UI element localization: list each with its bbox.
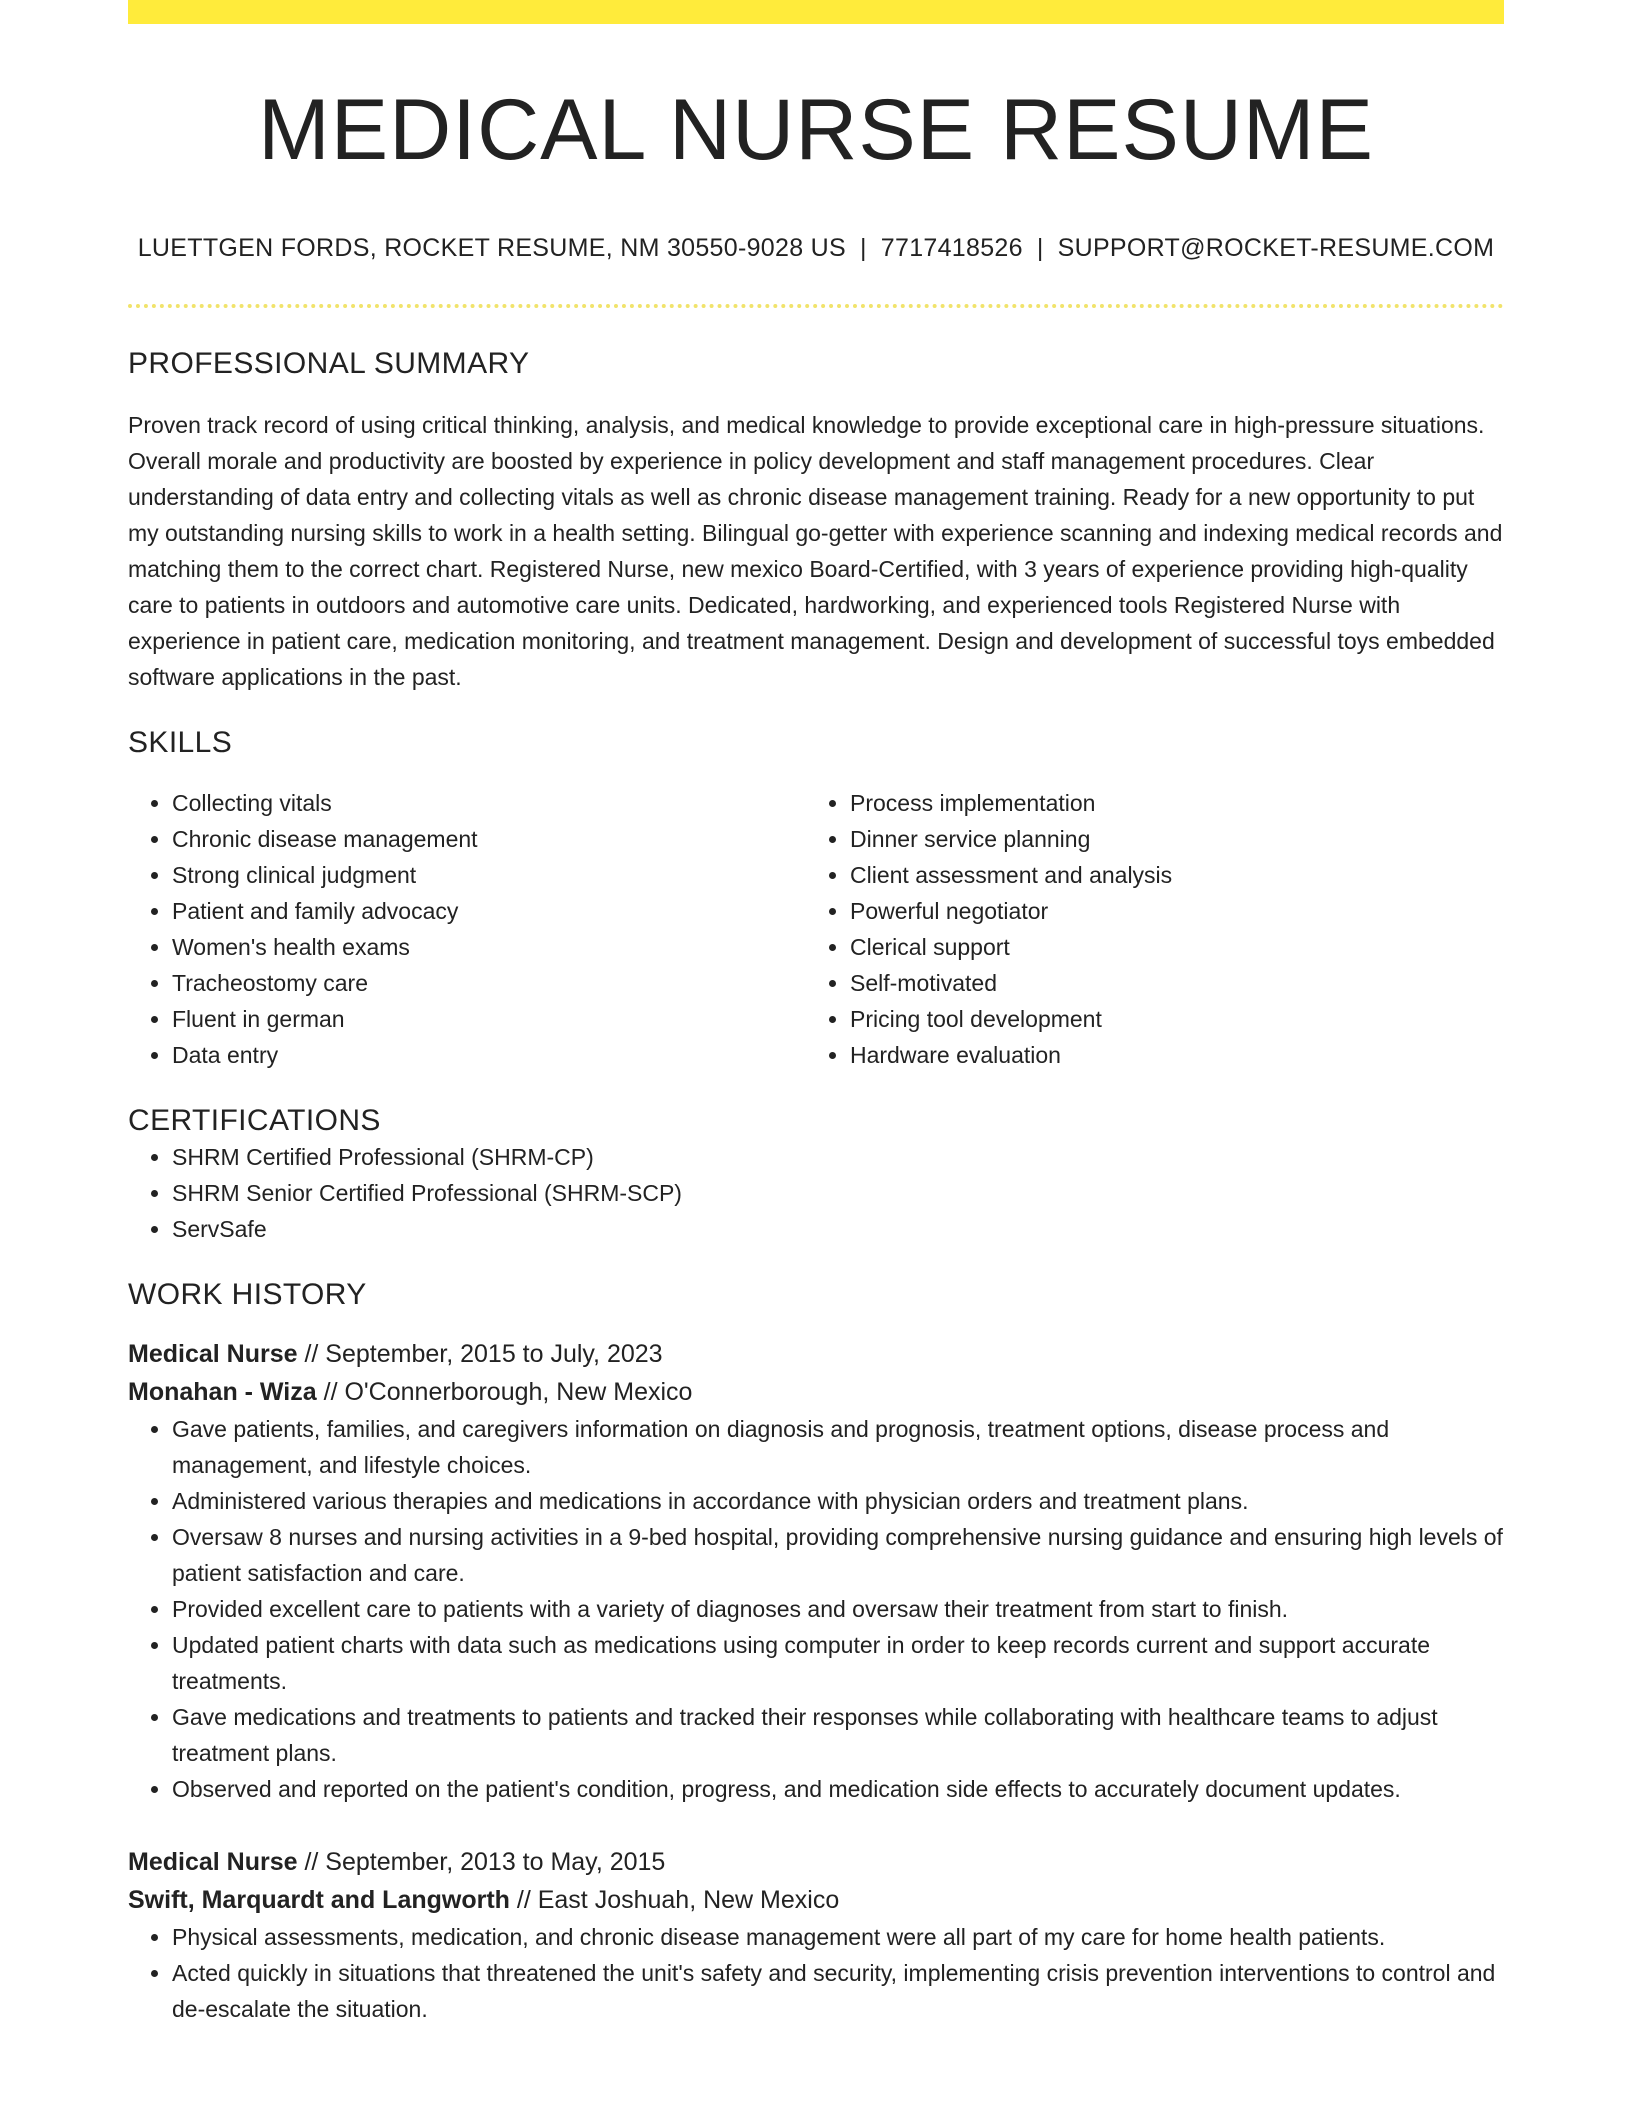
- skills-heading: SKILLS: [128, 726, 233, 759]
- contact-email: SUPPORT@ROCKET-RESUME.COM: [1057, 234, 1495, 262]
- certification-item: • SHRM Senior Certified Professional (SHRM-SCP): [172, 1175, 1504, 1211]
- skill-item: • Fluent in german: [172, 1001, 806, 1037]
- job-company: Swift, Marquardt and Langworth: [128, 1886, 510, 1914]
- skill-item: • Tracheostomy care: [172, 965, 806, 1001]
- contact-phone: 7717418526: [880, 234, 1023, 262]
- skill-item: • Powerful negotiator: [850, 893, 1484, 929]
- skill-item: • Process implementation: [850, 785, 1484, 821]
- contact-address: LUETTGEN FORDS, ROCKET RESUME, NM 30550-9028 US: [137, 234, 846, 262]
- job-bullet: • Updated patient charts with data such as medications using computer in order to keep records current and support accurate treatments.: [172, 1627, 1504, 1699]
- summary-heading: PROFESSIONAL SUMMARY: [128, 347, 530, 380]
- job-bullet: • Gave medications and treatments to patients and tracked their responses while collaborating with healthcare teams to adjust treatment plans.: [172, 1699, 1504, 1771]
- skill-item: • Strong clinical judgment: [172, 857, 806, 893]
- job-bullet: • Provided excellent care to patients with a variety of diagnoses and oversaw their treatment from start to finish.: [172, 1591, 1504, 1627]
- certification-item: • ServSafe: [172, 1211, 1504, 1247]
- job-dates: // September, 2015 to July, 2023: [297, 1340, 663, 1368]
- contact-separator: |: [1036, 234, 1044, 262]
- skills-list-left: [128, 785, 806, 1073]
- job-bullet-list: [128, 1411, 1504, 1807]
- work-history-heading: WORK HISTORY: [128, 1278, 367, 1311]
- job-company-line: [128, 1881, 1504, 1919]
- job-bullet: • Observed and reported on the patient's condition, progress, and medication side effects to accurately document updates.: [172, 1771, 1504, 1807]
- resume-content: [128, 0, 1504, 2027]
- skills-grid: [128, 785, 1504, 1073]
- job-bullet-list: [128, 1919, 1504, 2027]
- job-bullet: • Acted quickly in situations that threatened the unit's safety and security, implementing crisis prevention interventions to control and de-escalate the situation.: [172, 1955, 1504, 2027]
- certifications-list: [128, 1139, 1504, 1247]
- job-location: // East Joshuah, New Mexico: [509, 1886, 840, 1914]
- job-bullet: • Administered various therapies and medications in accordance with physician orders and treatment plans.: [172, 1483, 1504, 1519]
- resume-title: MEDICAL NURSE RESUME: [258, 82, 1374, 178]
- job-bullet: • Gave patients, families, and caregivers information on diagnosis and prognosis, treatment options, disease process and management, and lifestyle choices.: [172, 1411, 1504, 1483]
- job-location: // O'Connerborough, New Mexico: [316, 1378, 693, 1406]
- skill-item: • Data entry: [172, 1037, 806, 1073]
- job-role: Medical Nurse: [128, 1340, 298, 1368]
- dotted-divider: [128, 304, 1504, 308]
- skill-item: • Women's health exams: [172, 929, 806, 965]
- job-company: Monahan - Wiza: [128, 1378, 317, 1406]
- job-entry: [128, 1335, 1504, 1807]
- skills-column-left: [128, 785, 806, 1073]
- job-title-line: [128, 1335, 1504, 1373]
- skill-item: • Pricing tool development: [850, 1001, 1484, 1037]
- job-company-line: [128, 1373, 1504, 1411]
- certification-item: • SHRM Certified Professional (SHRM-CP): [172, 1139, 1504, 1175]
- skill-item: • Client assessment and analysis: [850, 857, 1484, 893]
- job-bullet: • Oversaw 8 nurses and nursing activities in a 9-bed hospital, providing comprehensive nursing guidance and ensuring high levels of patient satisfaction and care.: [172, 1519, 1504, 1591]
- skill-item: • Patient and family advocacy: [172, 893, 806, 929]
- skill-item: • Dinner service planning: [850, 821, 1484, 857]
- job-entry: [128, 1843, 1504, 2027]
- skill-item: • Clerical support: [850, 929, 1484, 965]
- certifications-heading: CERTIFICATIONS: [128, 1104, 381, 1137]
- contact-line: [128, 232, 1504, 264]
- skill-item: • Self-motivated: [850, 965, 1484, 1001]
- skills-list-right: [806, 785, 1484, 1073]
- summary-text: Proven track record of using critical thinking, analysis, and medical knowledge to provide exceptional care in high-pressure situations. Overall morale and productivity are boosted by experience in policy development and staff management procedures. Clear understanding of data entry and collecting vitals as well as chronic disease management training. Ready for a new opportunity to put my outstanding nursing skills to work in a health setting. Bilingual go-getter with experience scanning and indexing medical records and matching them to the correct chart. Registered Nurse, new mexico Board-Certified, with 3 years of experience providing high-quality care to patients in outdoors and automotive care units. Dedicated, hardworking, and experienced tools Registered Nurse with experience in patient care, medication monitoring, and treatment management. Design and development of successful toys embedded software applications in the past.: [128, 412, 1503, 690]
- skill-item: • Chronic disease management: [172, 821, 806, 857]
- skill-item: • Collecting vitals: [172, 785, 806, 821]
- job-bullet: • Physical assessments, medication, and chronic disease management were all part of my care for home health patients.: [172, 1919, 1504, 1955]
- contact-separator: |: [859, 234, 867, 262]
- job-role: Medical Nurse: [128, 1848, 298, 1876]
- job-title-line: [128, 1843, 1504, 1881]
- skill-item: • Hardware evaluation: [850, 1037, 1484, 1073]
- job-dates: // September, 2013 to May, 2015: [297, 1848, 666, 1876]
- skills-column-right: [806, 785, 1484, 1073]
